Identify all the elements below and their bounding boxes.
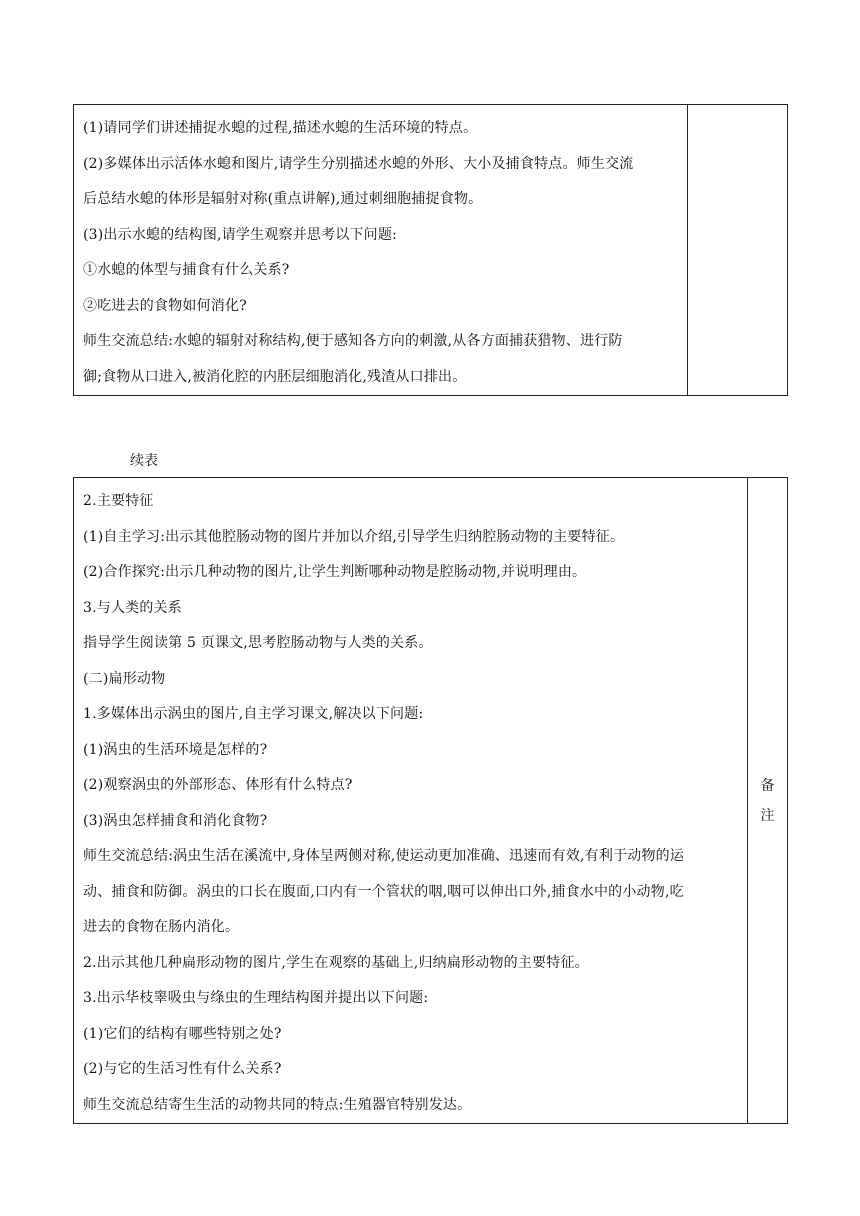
table1-side-cell [688, 105, 788, 396]
table2-line: 3.与人类的关系 [83, 599, 182, 616]
table2-line: (1)涡虫的生活环境是怎样的? [83, 741, 268, 758]
table2-line: 进去的食物在肠内消化。 [83, 919, 240, 935]
table1-line: (2)多媒体出示活体水螅和图片,请学生分别描述水螅的外形、大小及捕食特点。师生交流 [83, 155, 634, 172]
table2-line: 动、捕食和防御。涡虫的口长在腹面,口内有一个管状的咽,咽可以伸出口外,捕食水中的小动物,吃 [83, 883, 684, 900]
table2-line: (3)涡虫怎样捕食和消化食物? [83, 812, 268, 829]
table1-line: (1)请同学们讲述捕捉水螅的过程,描述水螅的生活环境的特点。 [83, 120, 478, 136]
table2-line: 指导学生阅读第 5 页课文,思考腔肠动物与人类的关系。 [83, 635, 433, 651]
table1-line: 御;食物从口进入,被消化腔的内胚层细胞消化,残渣从口排出。 [83, 368, 467, 385]
continued-table-label: 续表 [130, 453, 158, 469]
table1-line: 师生交流总结:水螅的辐射对称结构,便于感知各方向的刺激,从各方面捕获猎物、进行防 [83, 333, 623, 349]
table2-line: (2)观察涡虫的外部形态、体形有什么特点? [83, 777, 353, 793]
table2-line: (2)合作探究:出示几种动物的图片,让学生判断哪种动物是腔肠动物,并说明理由。 [83, 564, 587, 580]
table2-line: (二)扁形动物 [83, 670, 166, 687]
lesson-table-part-2 [73, 477, 788, 1124]
table1-line: ①水螅的体型与捕食有什么关系? [83, 262, 290, 278]
table2-line: 1.多媒体出示涡虫的图片,自主学习课文,解决以下问题: [83, 706, 424, 722]
table2-content-cell [74, 478, 748, 1124]
table1-line: 后总结水螅的体形是辐射对称(重点讲解),通过刺细胞捕捉食物。 [83, 191, 483, 207]
table2-line: 师生交流总结:涡虫生活在溪流中,身体呈两侧对称,使运动更加准确、迅速而有效,有利于动物的运 [83, 848, 685, 864]
table2-line: (2)与它的生活习性有什么关系? [83, 1061, 282, 1077]
table2-line: 师生交流总结寄生生活的动物共同的特点:生殖器官特别发达。 [83, 1096, 472, 1113]
table2-line: 3.出示华枝睾吸虫与绦虫的生理结构图并提出以下问题: [83, 990, 429, 1006]
table2-line: (1)它们的结构有哪些特别之处? [83, 1025, 282, 1042]
remarks-label: 备注 [760, 777, 775, 824]
table2-remarks-cell [748, 478, 788, 1124]
table2-line: 2.出示其他几种扁形动物的图片,学生在观察的基础上,归纳扁形动物的主要特征。 [83, 954, 589, 971]
table1-content-cell [74, 105, 688, 396]
table2-line: 2.主要特征 [83, 493, 154, 509]
lesson-table-part-1 [73, 104, 788, 396]
table1-line: (3)出示水螅的结构图,请学生观察并思考以下问题: [83, 226, 397, 243]
table1-line: ②吃进去的食物如何消化? [83, 297, 247, 314]
table2-line: (1)自主学习:出示其他腔肠动物的图片并加以介绍,引导学生归纳腔肠动物的主要特征。 [83, 528, 625, 545]
